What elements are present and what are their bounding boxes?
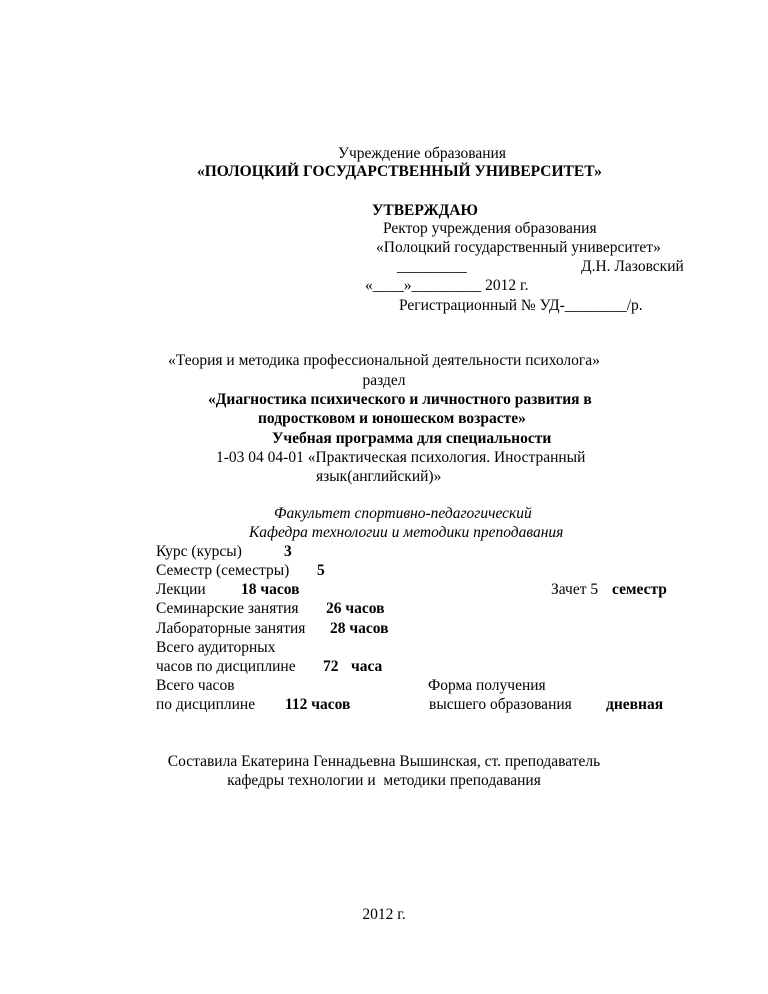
signature-line: _________: [397, 258, 467, 275]
auditory-hours-value: 72: [323, 658, 339, 675]
total-hours-value: 112 часов: [285, 696, 351, 713]
faculty-name: Факультет спортивно-педагогический: [274, 505, 532, 522]
specialty-line1: 1-03 04 04-01 «Практическая психология. Иностранный: [216, 449, 586, 466]
credit-value: семестр: [612, 581, 667, 598]
author-line1: Составила Екатерина Геннадьевна Вышинская, ст. преподаватель: [167, 753, 601, 770]
form-label-line1: Форма получения: [428, 677, 546, 694]
semester-label: Семестр (семестры): [156, 562, 290, 579]
approval-position: Ректор учреждения образования: [383, 220, 597, 237]
registration-number: Регистрационный № УД-________/р.: [399, 297, 643, 314]
department-name: Кафедра технологии и методики преподавания: [249, 524, 564, 541]
signer-name: Д.Н. Лазовский: [581, 258, 684, 275]
university-name: «ПОЛОЦКИЙ ГОСУДАРСТВЕННЫЙ УНИВЕРСИТЕТ»: [197, 163, 602, 180]
section-label: раздел: [362, 372, 406, 389]
labs-label: Лабораторные занятия: [156, 620, 306, 637]
document-year: 2012 г.: [362, 906, 406, 923]
auditory-label-line1: Всего аудиторных: [156, 639, 276, 656]
course-label: Курс (курсы): [156, 543, 242, 560]
seminars-label: Семинарские занятия: [156, 600, 299, 617]
approval-title: УТВЕРЖДАЮ: [372, 202, 478, 219]
credit-label: Зачет 5: [551, 581, 599, 598]
form-label-line2: высшего образования: [429, 696, 572, 713]
total-label-line1: Всего часов: [156, 677, 235, 694]
author-line2: кафедры технологии и методики преподавания: [227, 772, 541, 789]
discipline-title: «Теория и методика профессиональной деятельности психолога»: [168, 352, 600, 369]
auditory-label-line2: часов по дисциплине: [156, 658, 296, 675]
lectures-label: Лекции: [156, 581, 206, 598]
approval-organization: «Полоцкий государственный университет»: [376, 239, 661, 256]
semester-value: 5: [317, 562, 325, 579]
auditory-hours-unit: часа: [351, 658, 383, 675]
section-title-line2: подростковом и юношеском возрасте»: [258, 410, 526, 427]
specialty-line2: язык(английский)»: [316, 468, 442, 485]
approval-date-line: «____»_________ 2012 г.: [365, 277, 529, 294]
seminars-value: 26 часов: [326, 600, 385, 617]
labs-value: 28 часов: [330, 620, 389, 637]
course-value: 3: [284, 543, 292, 560]
lectures-value: 18 часов: [241, 581, 300, 598]
institution-type: Учреждение образования: [338, 145, 506, 162]
total-label-line2: по дисциплине: [156, 696, 256, 713]
section-title-line1: «Диагностика психического и личностного развития в: [208, 391, 592, 408]
document-type: Учебная программа для специальности: [272, 430, 552, 447]
education-form-value: дневная: [606, 696, 664, 713]
